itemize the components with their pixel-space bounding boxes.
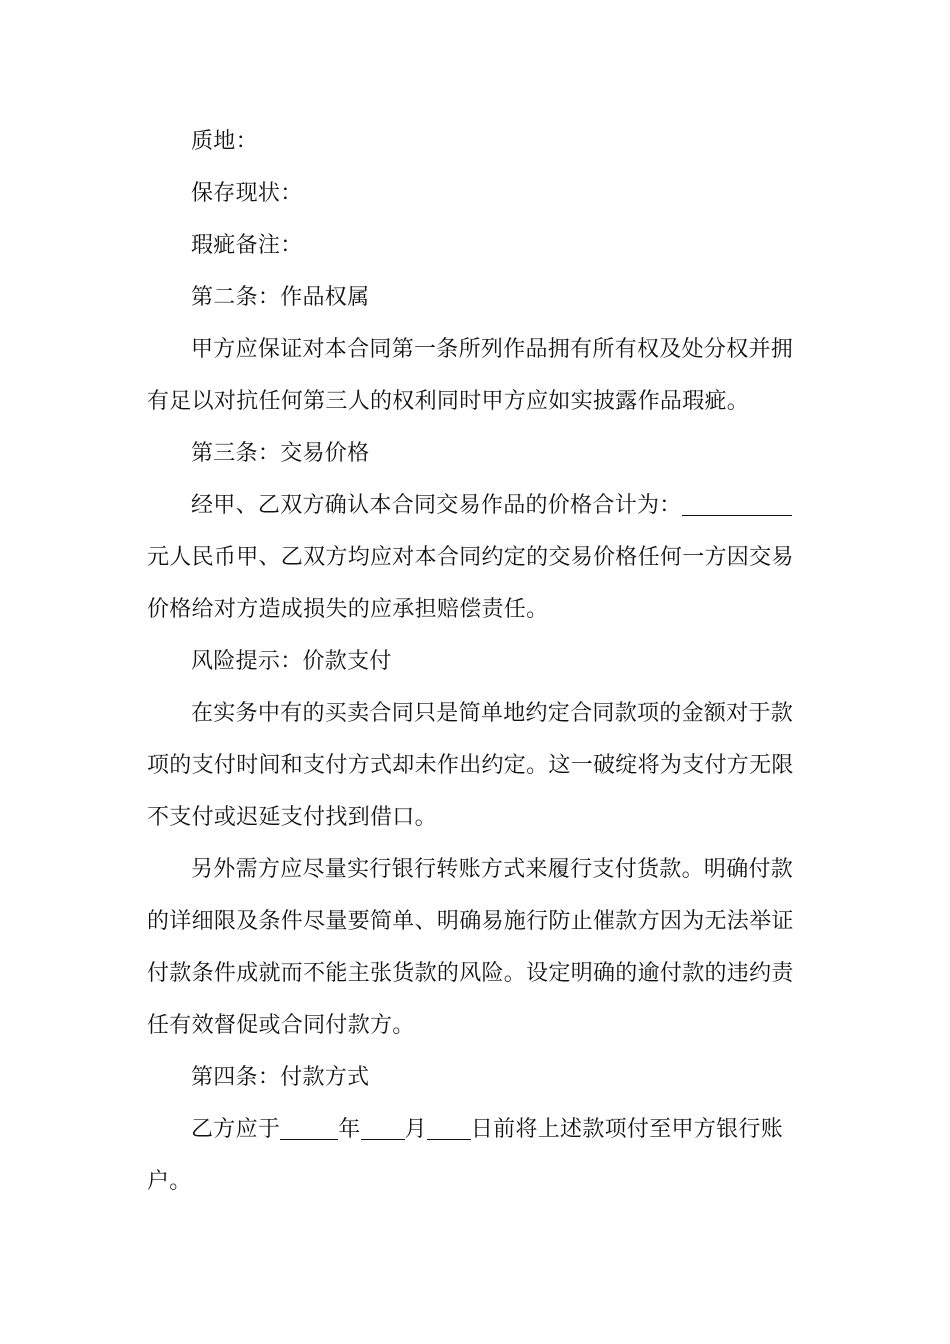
month-blank: [361, 1117, 405, 1140]
month-label: 月: [404, 1117, 427, 1142]
risk-body-1: 在实务中有的买卖合同只是简单地约定合同款项的金额对于款项的支付时间和支付方式却未作出约定。这一破绽将为支付方无限不支付或迟延支付找到借口。: [147, 701, 794, 830]
article-2-heading: 第二条：作品权属: [191, 285, 370, 310]
field-condition: 保存现状：: [191, 181, 303, 206]
price-blank: [682, 493, 792, 516]
year-label: 年: [338, 1117, 361, 1142]
field-texture: 质地：: [191, 129, 258, 154]
article-3-text-a: 经甲、乙双方确认本合同交易作品的价格合计为：: [191, 493, 682, 518]
article-3-body: [147, 480, 807, 636]
year-blank: [280, 1117, 338, 1140]
article-4-heading: 第四条：付款方式: [191, 1065, 370, 1090]
article-4-body: [147, 1104, 807, 1208]
document-body: [147, 116, 807, 1208]
day-blank: [427, 1117, 471, 1140]
risk-heading: 风险提示：价款支付: [191, 649, 392, 674]
article-3-heading: 第三条：交易价格: [191, 441, 370, 466]
field-defects: 瑕疵备注：: [191, 233, 303, 258]
article-2-body: 甲方应保证对本合同第一条所列作品拥有所有权及处分权并拥有足以对抗任何第三人的权利同时甲方应如实披露作品瑕疵。: [147, 337, 794, 414]
risk-body-2: 另外需方应尽量实行银行转账方式来履行支付货款。明确付款的详细限及条件尽量要简单、明确易施行防止催款方因为无法举证付款条件成就而不能主张货款的风险。设定明确的逾付款的违约责任有效督促或合同付款方。: [147, 857, 794, 1038]
article-3-text-b: 元人民币甲、乙双方均应对本合同约定的交易价格任何一方因交易价格给对方造成损失的应承担赔偿责任。: [147, 545, 794, 622]
article-4-text-b: 日前将上述款项付至甲方银行账户。: [147, 1117, 784, 1194]
article-4-text-a: 乙方应于: [191, 1117, 281, 1142]
